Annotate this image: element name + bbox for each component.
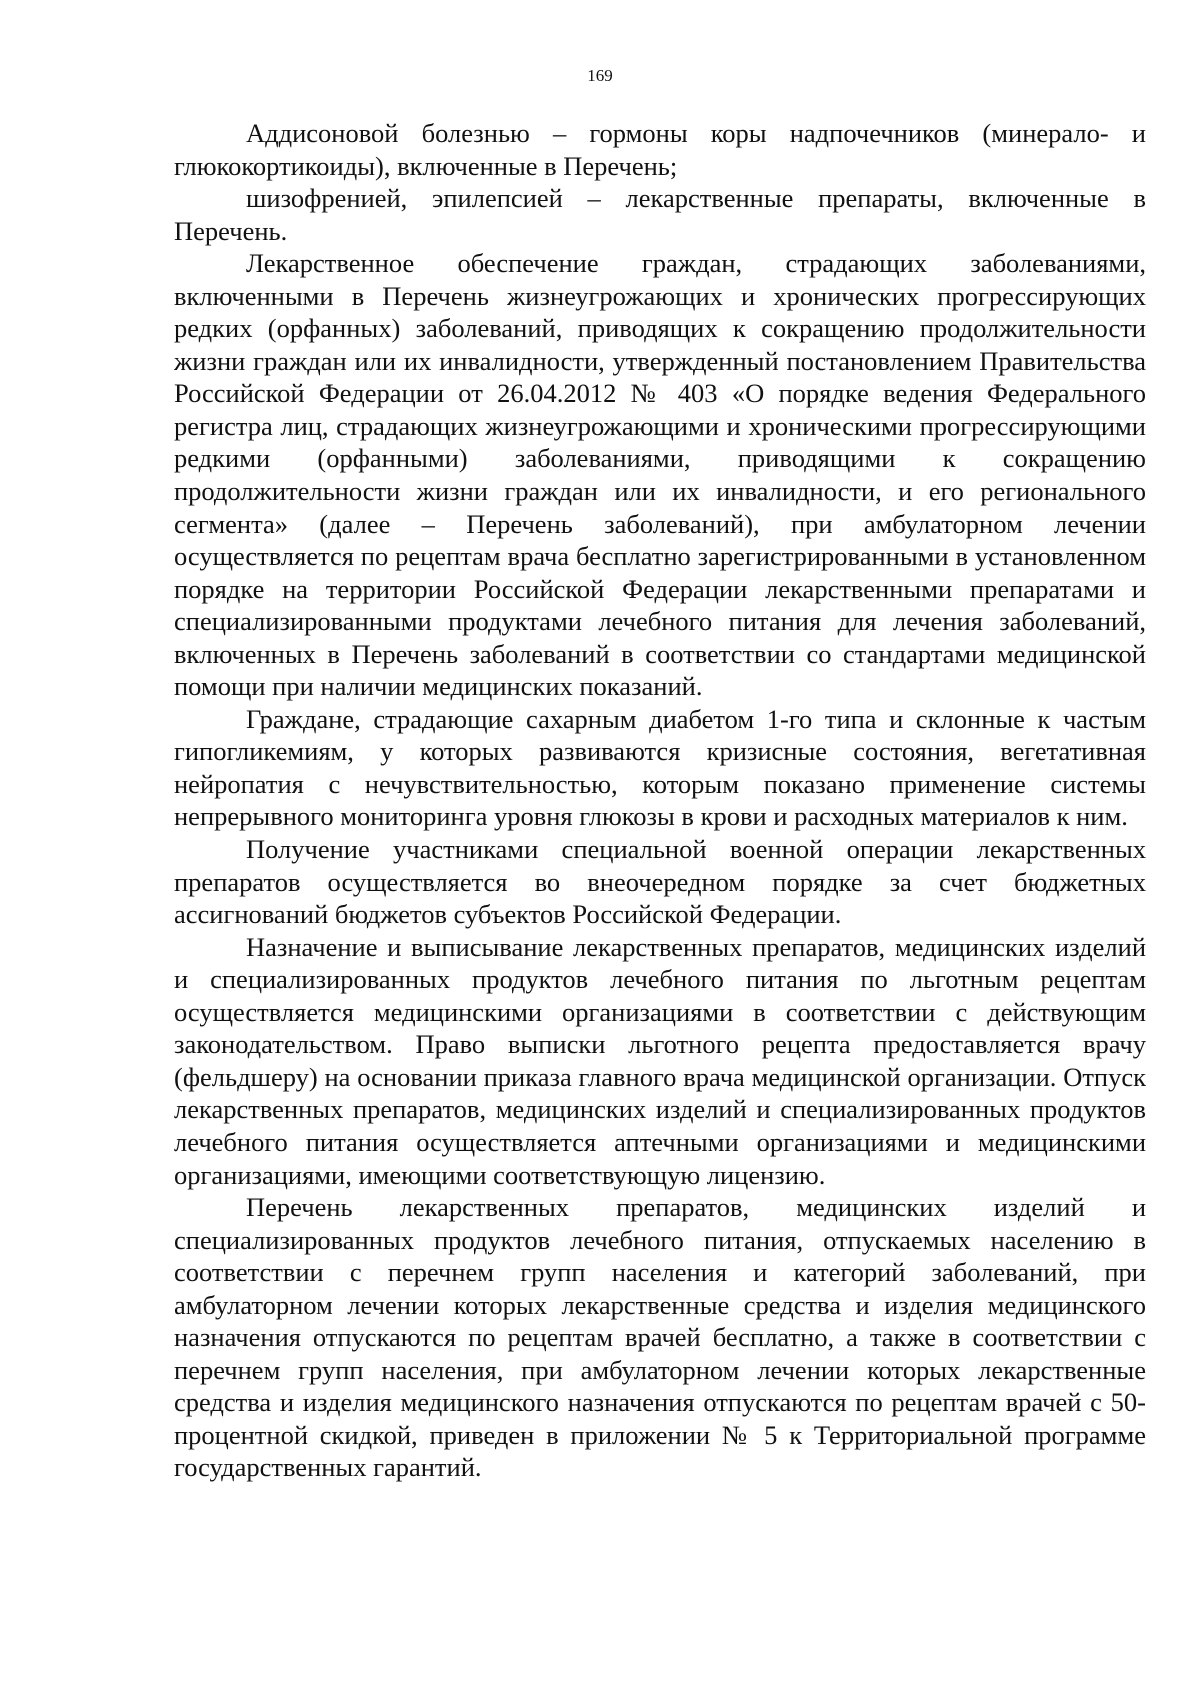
paragraph-schizophrenia: шизофренией, эпилепсией – лекарственные препараты, включенные в Перечень. bbox=[174, 183, 1146, 246]
paragraph-military-operation: Получение участниками специальной военной операции лекарственных препаратов осуществляется во внеочередном порядке за счет бюджетных ассигнований бюджетов субъектов Российской Федерации. bbox=[174, 834, 1146, 930]
paragraph-addison: Аддисоновой болезнью – гормоны коры надпочечников (минерало- и глюкокортикоиды), включенные в Перечень; bbox=[174, 118, 1146, 181]
page-number: 169 bbox=[587, 66, 613, 85]
document-body bbox=[174, 117, 1146, 1484]
paragraph-diabetes: Граждане, страдающие сахарным диабетом 1-го типа и склонные к частым гипогликемиям, у которых развиваются кризисные состояния, вегетативная нейропатия с нечувствительностью, которым показано применение системы непрерывного мониторинга уровня глюкозы в крови и расходных материалов к ним. bbox=[174, 703, 1146, 832]
paragraph-prescriptions: Назначение и выписывание лекарственных препаратов, медицинских изделий и специализированных продуктов лечебного питания по льготным рецептам осуществляется медицинскими организациями в соответствии с действующим законодательством. Право выписки льготного рецепта предоставляется врачу (фельдшеру) на основании приказа главного врача медицинской организации. Отпуск лекарственных препаратов, медицинских изделий и специализированных продуктов лечебного питания осуществляется аптечными организациями и медицинскими организациями, имеющими соответствующую лицензию. bbox=[174, 931, 1146, 1190]
paragraph-drug-list: Перечень лекарственных препаратов, медицинских изделий и специализированных продуктов лечебного питания, отпускаемых населению в соответствии с перечнем групп населения и категорий заболеваний, при амбулаторном лечении которых лекарственные средства и изделия медицинского назначения отпускаются по рецептам врачей бесплатно, а также в соответствии с перечнем групп населения, при амбулаторном лечении которых лекарственные средства и изделия медицинского назначения отпускаются по рецептам врачей с 50-процентной скидкой, приведен в приложении № 5 к Территориальной программе государственных гарантий. bbox=[174, 1192, 1146, 1483]
paragraph-orphan-diseases: Лекарственное обеспечение граждан, страдающих заболеваниями, включенными в Перечень жизнеугрожающих и хронических прогрессирующих редких (орфанных) заболеваний, приводящих к сокращению продолжительности жизни граждан или их инвалидности, утвержденный постановлением Правительства Российской Федерации от 26.04.2012 № 403 «О порядке ведения Федерального регистра лиц, страдающих жизнеугрожающими и хроническими прогрессирующими редкими (орфанными) заболеваниями, приводящими к сокращению продолжительности жизни граждан или их инвалидности, и его регионального сегмента» (далее – Перечень заболеваний), при амбулаторном лечении осуществляется по рецептам врача бесплатно зарегистрированными в установленном порядке на территории Российской Федерации лекарственными препаратами и специализированными продуктами лечебного питания для лечения заболеваний, включенных в Перечень заболеваний в соответствии со стандартами медицинской помощи при наличии медицинских показаний. bbox=[174, 248, 1146, 702]
